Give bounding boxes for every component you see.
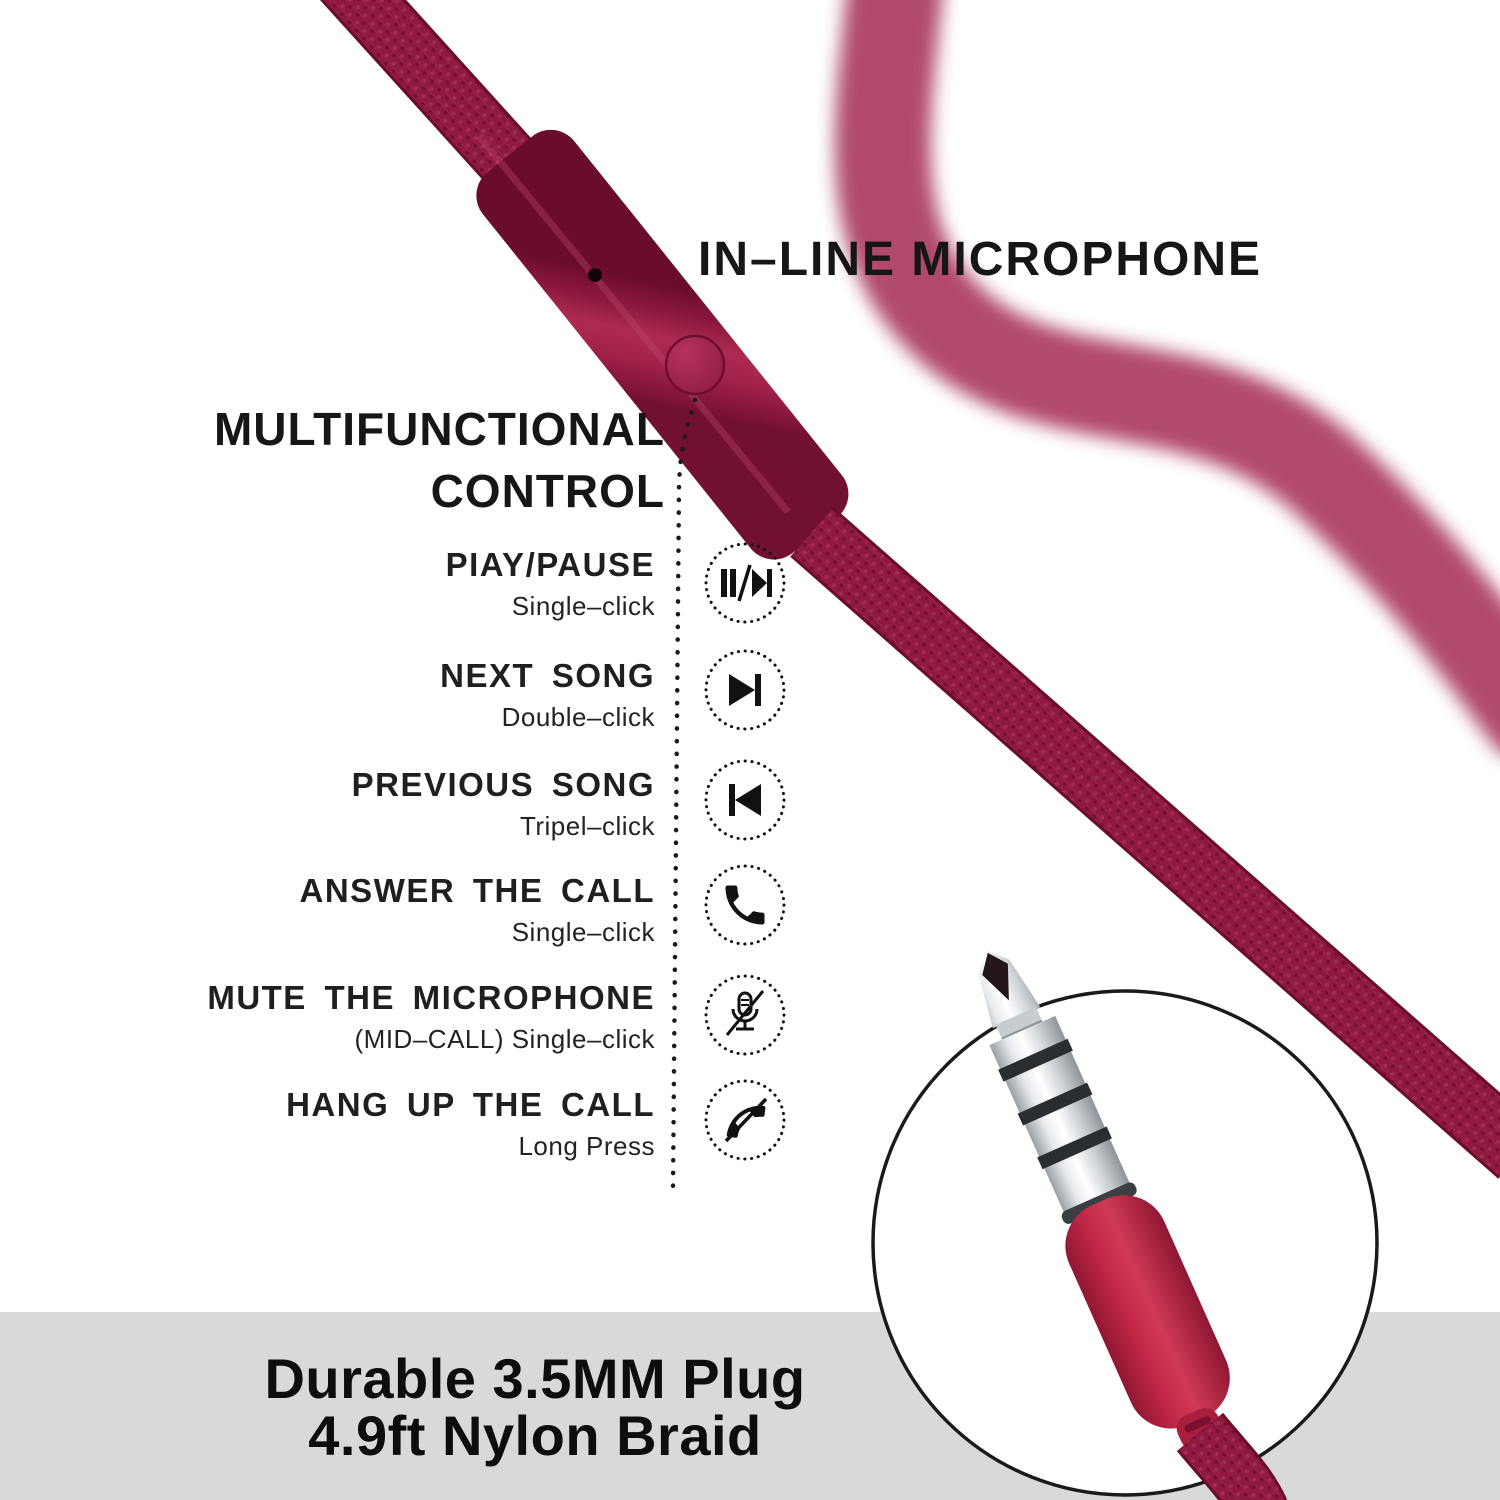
feature-subtitle: Single–click [511, 917, 655, 947]
footer-line2: 4.9ft Nylon Braid [308, 1404, 762, 1467]
feature-title: MUTE THE MICROPHONE [207, 979, 655, 1016]
feature-title: PREVIOUS SONG [351, 766, 655, 803]
control-title-line2: CONTROL [430, 465, 665, 517]
footer-caption [180, 1347, 890, 1467]
answer-call-icon [703, 863, 787, 947]
feature-subtitle: (MID–CALL) Single–click [354, 1024, 655, 1054]
hang-up-call-icon [703, 1078, 787, 1162]
feature-title: HANG UP THE CALL [286, 1086, 655, 1123]
feature-subtitle: Tripel–click [519, 811, 655, 841]
feature-previous-song [15, 766, 655, 842]
feature-subtitle: Single–click [511, 591, 655, 621]
feature-subtitle: Double–click [501, 702, 655, 732]
footer-line1: Durable 3.5MM Plug [264, 1347, 806, 1410]
feature-mute-microphone [15, 979, 655, 1055]
feature-title: ANSWER THE CALL [299, 872, 655, 909]
mute-microphone-icon [703, 973, 787, 1057]
feature-play-pause [15, 546, 655, 622]
module-button [666, 336, 724, 394]
feature-next-song [15, 657, 655, 733]
previous-song-icon [703, 758, 787, 842]
feature-title: PIAY/PAUSE [445, 546, 655, 583]
inline-microphone-label: IN–LINE MICROPHONE [698, 233, 1263, 286]
feature-hang-up [15, 1086, 655, 1162]
multifunctional-control-title [214, 398, 665, 522]
control-title-line1: MULTIFUNCTIONAL [213, 403, 665, 455]
feature-subtitle: Long Press [518, 1131, 655, 1161]
next-song-icon [703, 648, 787, 732]
blurred-cable-loop [883, 0, 1500, 714]
feature-answer-call [15, 872, 655, 948]
dotted-pointer-line [673, 400, 695, 1188]
feature-title: NEXT SONG [440, 657, 655, 694]
play-pause-icon [703, 541, 787, 625]
microphone-hole [588, 268, 602, 282]
